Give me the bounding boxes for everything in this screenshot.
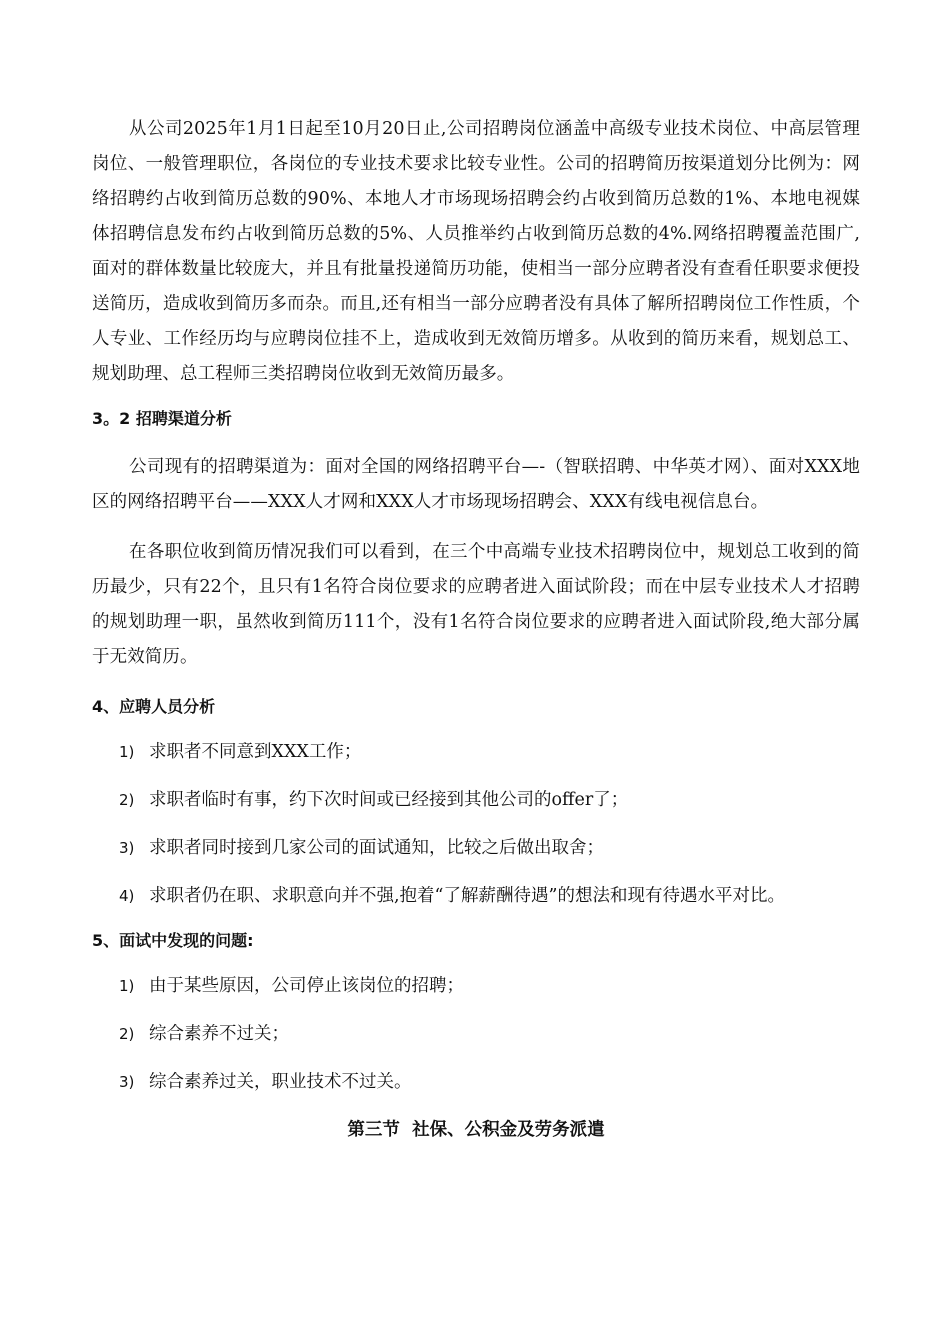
list-number: 4) — [119, 887, 135, 905]
list-text: 求职者不同意到XXX工作； — [149, 742, 362, 762]
list-number: 1) — [119, 743, 135, 761]
list-text: 求职者同时接到几家公司的面试通知，比较之后做出取舍； — [149, 838, 604, 858]
list-text: 求职者仍在职、求职意向并不强,抱着“了解薪酬待遇”的想法和现有待遇水平对比。 — [149, 886, 785, 906]
list-item — [92, 1069, 860, 1095]
list-number: 1) — [119, 977, 135, 995]
list-number: 3) — [119, 839, 135, 857]
list-item — [92, 739, 860, 765]
paragraph-current-channels: 公司现有的招聘渠道为：面对全国的网络招聘平台—-（智联招聘、中华英才网）、面对XXX地区的网络招聘平台——XXX人才网和XXX人才市场现场招聘会、XXX有线电视信息台。 — [92, 457, 860, 512]
list-item — [92, 973, 860, 999]
list-text: 求职者临时有事，约下次时间或已经接到其他公司的offer了； — [149, 790, 629, 810]
list-item — [92, 835, 860, 861]
heading-interview-problems: 5、面试中发现的问题: — [92, 931, 254, 950]
heading-recruitment-channel-analysis: 3。2 招聘渠道分析 — [92, 409, 232, 428]
list-interview-problems — [92, 973, 860, 1095]
section-title: 第三节 社保、公积金及劳务派遣 — [347, 1120, 605, 1140]
list-number: 2) — [119, 791, 135, 809]
list-text: 由于某些原因，公司停止该岗位的招聘； — [149, 976, 464, 996]
list-text: 综合素养不过关； — [149, 1024, 289, 1044]
list-applicant-reasons — [92, 739, 860, 909]
list-number: 3) — [119, 1073, 135, 1091]
list-item — [92, 1021, 860, 1047]
list-text: 综合素养过关，职业技术不过关。 — [149, 1072, 412, 1092]
paragraph-recruitment-summary: 从公司2025年1月1日起至10月20日止,公司招聘岗位涵盖中高级专业技术岗位、中高层管理岗位、一般管理职位，各岗位的专业技术要求比较专业性。公司的招聘简历按渠道划分比例为：网络招聘约占收到简历总数的90%、本地人才市场现场招聘会约占收到简历总数的1%、本地电视媒体招聘信息发布约占收到简历总数的5%、人员推举约占收到简历总数的4%.网络招聘覆盖范围广,面对的群体数量比较庞大，并且有批量投递简历功能，使相当一部分应聘者没有查看任职要求便投送简历，造成收到简历多而杂。而且,还有相当一部分应聘者没有具体了解所招聘岗位工作性质，个人专业、工作经历均与应聘岗位挂不上，造成收到无效简历增多。从收到的简历来看，规划总工、规划助理、总工程师三类招聘岗位收到无效简历最多。 — [92, 119, 860, 384]
list-item — [92, 787, 860, 813]
paragraph-resume-stats: 在各职位收到简历情况我们可以看到，在三个中高端专业技术招聘岗位中，规划总工收到的简历最少，只有22个，且只有1名符合岗位要求的应聘者进入面试阶段；而在中层专业技术人才招聘的规划助理一职，虽然收到简历111个，没有1名符合岗位要求的应聘者进入面试阶段,绝大部分属于无效简历。 — [92, 542, 860, 667]
list-number: 2) — [119, 1025, 135, 1043]
heading-applicant-analysis: 4、应聘人员分析 — [92, 697, 216, 716]
list-item — [92, 883, 860, 909]
document-page — [92, 112, 860, 1143]
